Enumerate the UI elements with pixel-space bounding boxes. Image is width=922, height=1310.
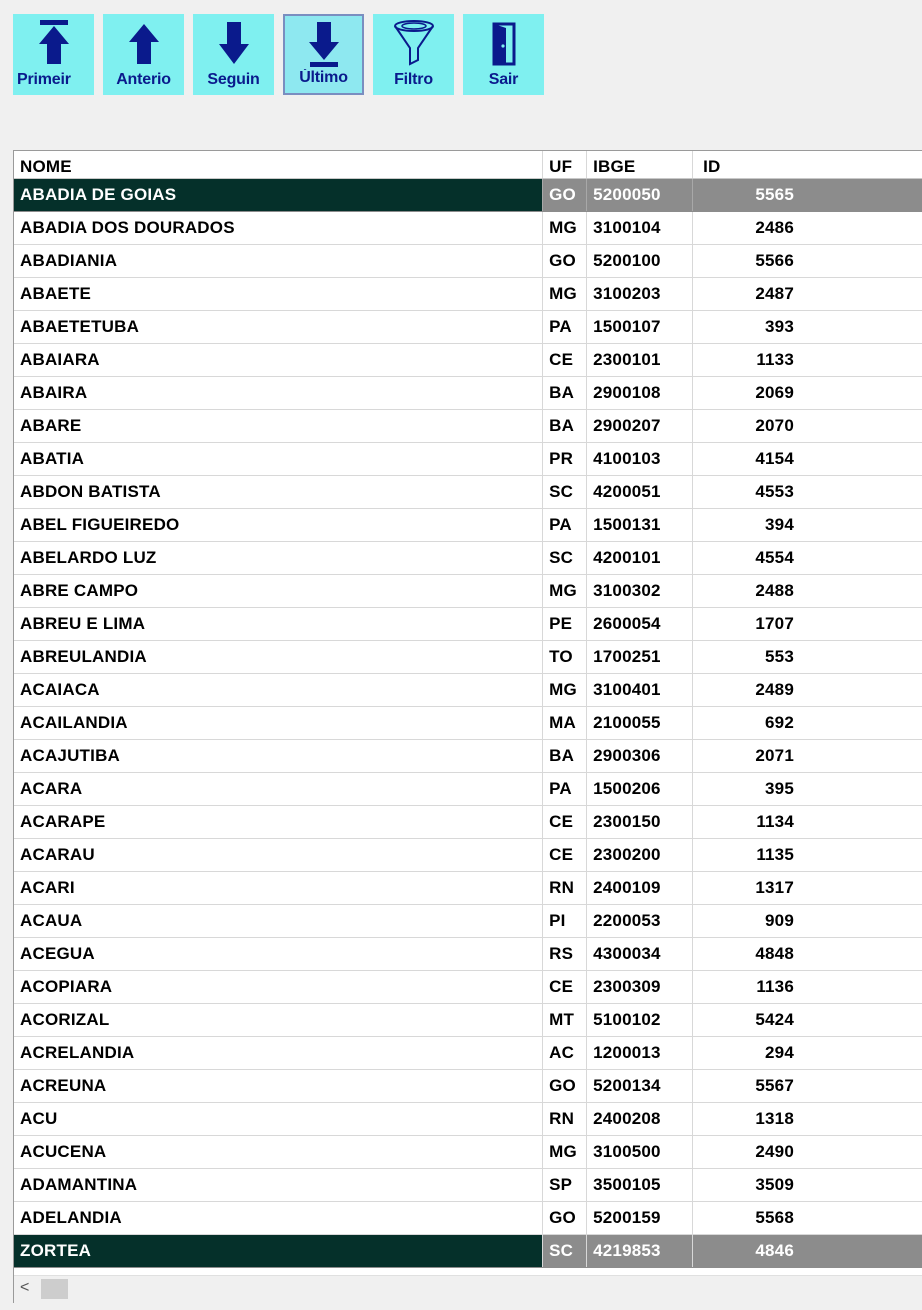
horizontal-scrollbar[interactable] <box>14 1275 922 1303</box>
cell-id: 2487 <box>693 277 922 310</box>
cell-ibge: 2900108 <box>587 376 693 409</box>
cell-nome: ABRE CAMPO <box>14 574 543 607</box>
toolbar <box>13 14 553 95</box>
cell-uf: SC <box>543 541 587 574</box>
cell-ibge: 4200051 <box>587 475 693 508</box>
cell-id: 4154 <box>693 442 922 475</box>
cell-id: 5424 <box>693 1003 922 1036</box>
table-row[interactable] <box>14 178 922 211</box>
cell-uf: CE <box>543 970 587 1003</box>
table-row[interactable] <box>14 211 922 244</box>
filter-button-label: Filtro <box>394 71 433 88</box>
cell-ibge: 3100500 <box>587 1135 693 1168</box>
next-button-label: Seguin <box>207 71 260 88</box>
cell-nome: ABAIRA <box>14 376 543 409</box>
table-row[interactable] <box>14 937 922 970</box>
cell-nome: ACAIACA <box>14 673 543 706</box>
cell-id: 4553 <box>693 475 922 508</box>
table-row[interactable] <box>14 1201 922 1234</box>
cell-nome: ABADIA DOS DOURADOS <box>14 211 543 244</box>
cell-id: 394 <box>693 508 922 541</box>
cell-id: 1317 <box>693 871 922 904</box>
cell-id: 553 <box>693 640 922 673</box>
cell-ibge: 1500206 <box>587 772 693 805</box>
last-button-label: Último <box>299 69 348 86</box>
table-row[interactable] <box>14 805 922 838</box>
cell-nome: ACARA <box>14 772 543 805</box>
cell-uf: AC <box>543 1036 587 1069</box>
cell-nome: ADAMANTINA <box>14 1168 543 1201</box>
cell-ibge: 2400208 <box>587 1102 693 1135</box>
table-row[interactable] <box>14 409 922 442</box>
cell-uf: CE <box>543 805 587 838</box>
cell-uf: MG <box>543 574 587 607</box>
cell-nome: ACAUA <box>14 904 543 937</box>
filter-button[interactable] <box>373 14 454 95</box>
cell-ibge: 3500105 <box>587 1168 693 1201</box>
table-row[interactable] <box>14 739 922 772</box>
cell-uf: PR <box>543 442 587 475</box>
cell-id: 5568 <box>693 1201 922 1234</box>
cell-id: 1134 <box>693 805 922 838</box>
cell-ibge: 4300034 <box>587 937 693 970</box>
cell-uf: GO <box>543 244 587 277</box>
table-row[interactable] <box>14 508 922 541</box>
cell-ibge: 2300101 <box>587 343 693 376</box>
cell-ibge: 1500107 <box>587 310 693 343</box>
cell-id: 3509 <box>693 1168 922 1201</box>
table-row[interactable] <box>14 244 922 277</box>
header-row <box>14 151 922 178</box>
table-row[interactable] <box>14 1168 922 1201</box>
grid-body <box>14 178 922 1267</box>
cell-ibge: 5100102 <box>587 1003 693 1036</box>
table-row[interactable] <box>14 376 922 409</box>
last-button[interactable] <box>283 14 364 95</box>
next-button[interactable] <box>193 14 274 95</box>
cell-uf: PA <box>543 310 587 343</box>
cell-id: 2490 <box>693 1135 922 1168</box>
cell-uf: CE <box>543 343 587 376</box>
cell-id: 393 <box>693 310 922 343</box>
cell-nome: ABREU E LIMA <box>14 607 543 640</box>
table-row[interactable] <box>14 1003 922 1036</box>
table-row[interactable] <box>14 343 922 376</box>
scroll-left-icon[interactable]: < <box>20 1279 30 1296</box>
table-row[interactable] <box>14 772 922 805</box>
cell-nome: ABAETE <box>14 277 543 310</box>
cell-uf: MG <box>543 1135 587 1168</box>
cell-nome: ABREULANDIA <box>14 640 543 673</box>
exit-button-label: Sair <box>488 71 519 88</box>
scrollbar-thumb[interactable] <box>41 1279 68 1299</box>
table-row[interactable] <box>14 541 922 574</box>
cell-id: 1707 <box>693 607 922 640</box>
cell-id: 2071 <box>693 739 922 772</box>
cell-ibge: 2200053 <box>587 904 693 937</box>
cell-ibge: 1200013 <box>587 1036 693 1069</box>
cell-uf: SC <box>543 475 587 508</box>
cell-id: 4554 <box>693 541 922 574</box>
cell-uf: PE <box>543 607 587 640</box>
cell-ibge: 2900207 <box>587 409 693 442</box>
cell-nome: ABARE <box>14 409 543 442</box>
cell-nome: ACARAU <box>14 838 543 871</box>
cell-nome: ABDON BATISTA <box>14 475 543 508</box>
cell-nome: ACEGUA <box>14 937 543 970</box>
cell-uf: BA <box>543 376 587 409</box>
cell-id: 2486 <box>693 211 922 244</box>
cell-id: 5567 <box>693 1069 922 1102</box>
cell-nome: ABAIARA <box>14 343 543 376</box>
table-row[interactable] <box>14 310 922 343</box>
funnel-icon <box>392 18 436 68</box>
table-row[interactable] <box>14 673 922 706</box>
cell-uf: RN <box>543 871 587 904</box>
cell-id: 2489 <box>693 673 922 706</box>
cell-uf: PI <box>543 904 587 937</box>
cell-ibge: 2400109 <box>587 871 693 904</box>
cell-ibge: 2100055 <box>587 706 693 739</box>
cell-uf: MG <box>543 673 587 706</box>
table-row[interactable] <box>14 706 922 739</box>
data-table <box>14 151 922 1268</box>
table-row[interactable] <box>14 475 922 508</box>
cell-id: 294 <box>693 1036 922 1069</box>
cell-nome: ACARAPE <box>14 805 543 838</box>
table-row[interactable] <box>14 277 922 310</box>
cell-nome: ACAJUTIBA <box>14 739 543 772</box>
cell-uf: GO <box>543 178 587 211</box>
cell-uf: GO <box>543 1069 587 1102</box>
cell-uf: SP <box>543 1168 587 1201</box>
table-row[interactable] <box>14 442 922 475</box>
cell-ibge: 4200101 <box>587 541 693 574</box>
cell-id: 1318 <box>693 1102 922 1135</box>
cell-ibge: 1700251 <box>587 640 693 673</box>
cell-ibge: 3100104 <box>587 211 693 244</box>
table-row[interactable] <box>14 871 922 904</box>
first-button[interactable] <box>13 14 94 95</box>
arrow-down-bar-icon <box>304 20 344 70</box>
cell-nome: ACUCENA <box>14 1135 543 1168</box>
cell-ibge: 5200050 <box>587 178 693 211</box>
column-header-id[interactable]: ID <box>693 151 922 178</box>
table-row[interactable] <box>14 838 922 871</box>
table-row[interactable] <box>14 1069 922 1102</box>
cell-ibge: 2300200 <box>587 838 693 871</box>
cell-id: 5566 <box>693 244 922 277</box>
table-row[interactable] <box>14 1036 922 1069</box>
cell-id: 395 <box>693 772 922 805</box>
column-header-nome[interactable]: NOME <box>14 151 543 178</box>
cell-ibge: 3100203 <box>587 277 693 310</box>
cell-id: 2488 <box>693 574 922 607</box>
cell-uf: MG <box>543 211 587 244</box>
column-header-ibge[interactable]: IBGE <box>587 151 693 178</box>
cell-nome: ACARI <box>14 871 543 904</box>
cell-nome: ACU <box>14 1102 543 1135</box>
cell-id: 1135 <box>693 838 922 871</box>
cell-id: 692 <box>693 706 922 739</box>
table-row[interactable] <box>14 1102 922 1135</box>
cell-uf: MG <box>543 277 587 310</box>
cell-id: 1133 <box>693 343 922 376</box>
cell-nome: ZORTEA <box>14 1234 543 1267</box>
table-row[interactable] <box>14 640 922 673</box>
cell-nome: ABADIA DE GOIAS <box>14 178 543 211</box>
cell-id: 5565 <box>693 178 922 211</box>
cell-ibge: 2300309 <box>587 970 693 1003</box>
door-icon <box>484 18 524 68</box>
cell-ibge: 2900306 <box>587 739 693 772</box>
cell-ibge: 5200134 <box>587 1069 693 1102</box>
table-row[interactable] <box>14 904 922 937</box>
table-row[interactable] <box>14 607 922 640</box>
cell-id: 1136 <box>693 970 922 1003</box>
arrow-down-icon <box>214 18 254 68</box>
cell-nome: ABAETETUBA <box>14 310 543 343</box>
cell-id: 4848 <box>693 937 922 970</box>
cell-uf: TO <box>543 640 587 673</box>
cell-uf: CE <box>543 838 587 871</box>
cell-nome: ADELANDIA <box>14 1201 543 1234</box>
cell-uf: RS <box>543 937 587 970</box>
arrow-up-icon <box>124 18 164 68</box>
cell-uf: GO <box>543 1201 587 1234</box>
cell-id: 909 <box>693 904 922 937</box>
cell-ibge: 3100401 <box>587 673 693 706</box>
cell-id: 2069 <box>693 376 922 409</box>
previous-button-label: Anterio <box>116 71 171 88</box>
cell-nome: ABEL FIGUEIREDO <box>14 508 543 541</box>
table-row[interactable] <box>14 574 922 607</box>
cell-uf: MT <box>543 1003 587 1036</box>
cell-nome: ACREUNA <box>14 1069 543 1102</box>
table-row[interactable] <box>14 1234 922 1267</box>
cell-ibge: 5200159 <box>587 1201 693 1234</box>
cell-ibge: 2300150 <box>587 805 693 838</box>
cell-ibge: 4100103 <box>587 442 693 475</box>
table-row[interactable] <box>14 970 922 1003</box>
cell-ibge: 3100302 <box>587 574 693 607</box>
exit-button[interactable] <box>463 14 544 95</box>
column-header-uf[interactable]: UF <box>543 151 587 178</box>
cell-uf: BA <box>543 409 587 442</box>
cell-id: 2070 <box>693 409 922 442</box>
cell-ibge: 1500131 <box>587 508 693 541</box>
cell-uf: PA <box>543 508 587 541</box>
cell-nome: ACAILANDIA <box>14 706 543 739</box>
cell-id: 4846 <box>693 1234 922 1267</box>
cell-uf: BA <box>543 739 587 772</box>
cell-nome: ABATIA <box>14 442 543 475</box>
cell-uf: PA <box>543 772 587 805</box>
arrow-up-bar-icon <box>34 18 74 68</box>
cell-nome: ABADIANIA <box>14 244 543 277</box>
cell-uf: MA <box>543 706 587 739</box>
cell-nome: ACORIZAL <box>14 1003 543 1036</box>
cell-nome: ABELARDO LUZ <box>14 541 543 574</box>
first-button-label: Primeir <box>17 71 71 88</box>
municipios-grid[interactable] <box>13 150 922 1303</box>
cell-uf: SC <box>543 1234 587 1267</box>
cell-nome: ACOPIARA <box>14 970 543 1003</box>
cell-ibge: 2600054 <box>587 607 693 640</box>
previous-button[interactable] <box>103 14 184 95</box>
cell-ibge: 5200100 <box>587 244 693 277</box>
cell-uf: RN <box>543 1102 587 1135</box>
table-row[interactable] <box>14 1135 922 1168</box>
cell-nome: ACRELANDIA <box>14 1036 543 1069</box>
cell-ibge: 4219853 <box>587 1234 693 1267</box>
